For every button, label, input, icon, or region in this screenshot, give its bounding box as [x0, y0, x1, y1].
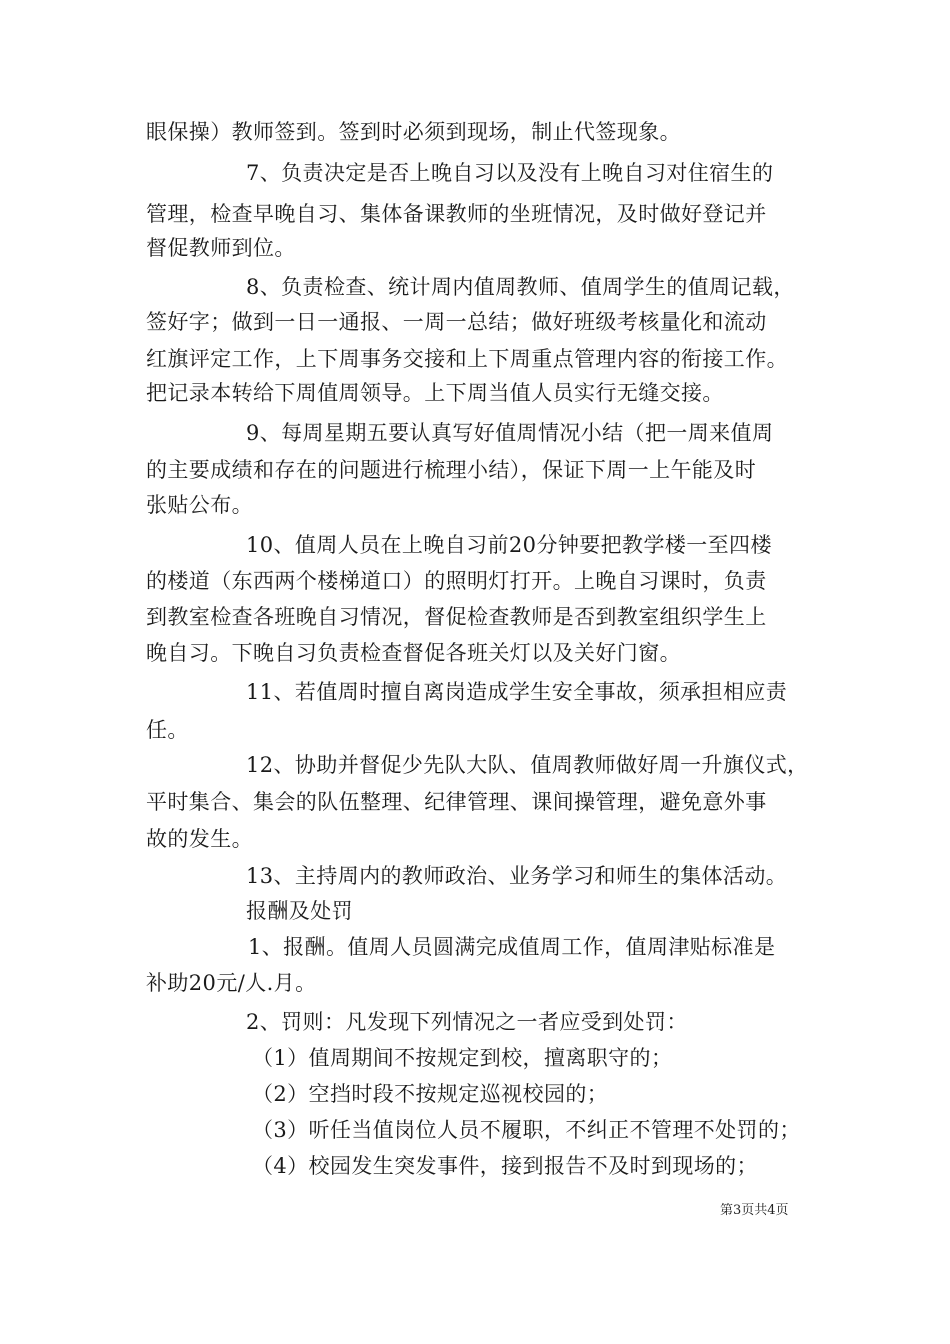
list-item: （3）听任当值岗位人员不履职，不纠正不管理不处罚的； [252, 1118, 801, 1142]
text-line: 8、负责检查、统计周内值周教师、值周学生的值周记载， [246, 275, 795, 299]
text-line: 督促教师到位。 [146, 236, 296, 260]
page-number: 第3页共4页 [720, 1203, 789, 1218]
text-line: 7、负责决定是否上晚自习以及没有上晚自习对住宿生的 [246, 161, 774, 185]
list-item: （4）校园发生突发事件，接到报告不及时到现场的； [252, 1154, 758, 1178]
text-line: 张贴公布。 [146, 493, 253, 517]
text-line: 到教室检查各班晚自习情况，督促检查教师是否到教室组织学生上 [146, 605, 767, 629]
text-line: 故的发生。 [146, 827, 253, 851]
text-line: 12、协助并督促少先队大队、值周教师做好周一升旗仪式， [246, 753, 809, 777]
list-item: （2）空挡时段不按规定巡视校园的； [252, 1082, 609, 1106]
text-line: 的楼道（东西两个楼梯道口）的照明灯打开。上晚自习课时，负责 [146, 569, 767, 593]
section-heading: 报酬及处罚 [246, 899, 353, 923]
text-line: 13、主持周内的教师政治、业务学习和师生的集体活动。 [246, 864, 788, 888]
text-line: 眼保操）教师签到。签到时必须到现场，制止代签现象。 [146, 120, 681, 144]
text-line: 11、若值周时擅自离岗造成学生安全事故，须承担相应责 [246, 680, 788, 704]
text-line: 2、罚则：凡发现下列情况之一者应受到处罚： [246, 1010, 688, 1034]
text-line: 签好字；做到一日一通报、一周一总结；做好班级考核量化和流动 [146, 310, 767, 334]
text-line: 的主要成绩和存在的问题进行梳理小结），保证下周一上午能及时 [146, 458, 757, 482]
text-line: 补助20元/人.月。 [146, 971, 317, 995]
text-line: 晚自习。下晚自习负责检查督促各班关灯以及关好门窗。 [146, 641, 681, 665]
text-line: 平时集合、集会的队伍整理、纪律管理、课间操管理，避免意外事 [146, 790, 767, 814]
text-line: 管理，检查早晚自习、集体备课教师的坐班情况，及时做好登记并 [146, 202, 767, 226]
text-line: 1、报酬。值周人员圆满完成值周工作，值周津贴标准是 [248, 935, 776, 959]
list-item: （1）值周期间不按规定到校，擅离职守的； [252, 1046, 673, 1070]
text-line: 9、每周星期五要认真写好值周情况小结（把一周来值周 [246, 421, 774, 445]
text-line: 红旗评定工作，上下周事务交接和上下周重点管理内容的衔接工作。 [146, 347, 788, 371]
text-line: 10、值周人员在上晚自习前20分钟要把教学楼一至四楼 [246, 533, 772, 557]
text-line: 任。 [146, 718, 189, 742]
text-line: 把记录本转给下周值周领导。上下周当值人员实行无缝交接。 [146, 381, 724, 405]
